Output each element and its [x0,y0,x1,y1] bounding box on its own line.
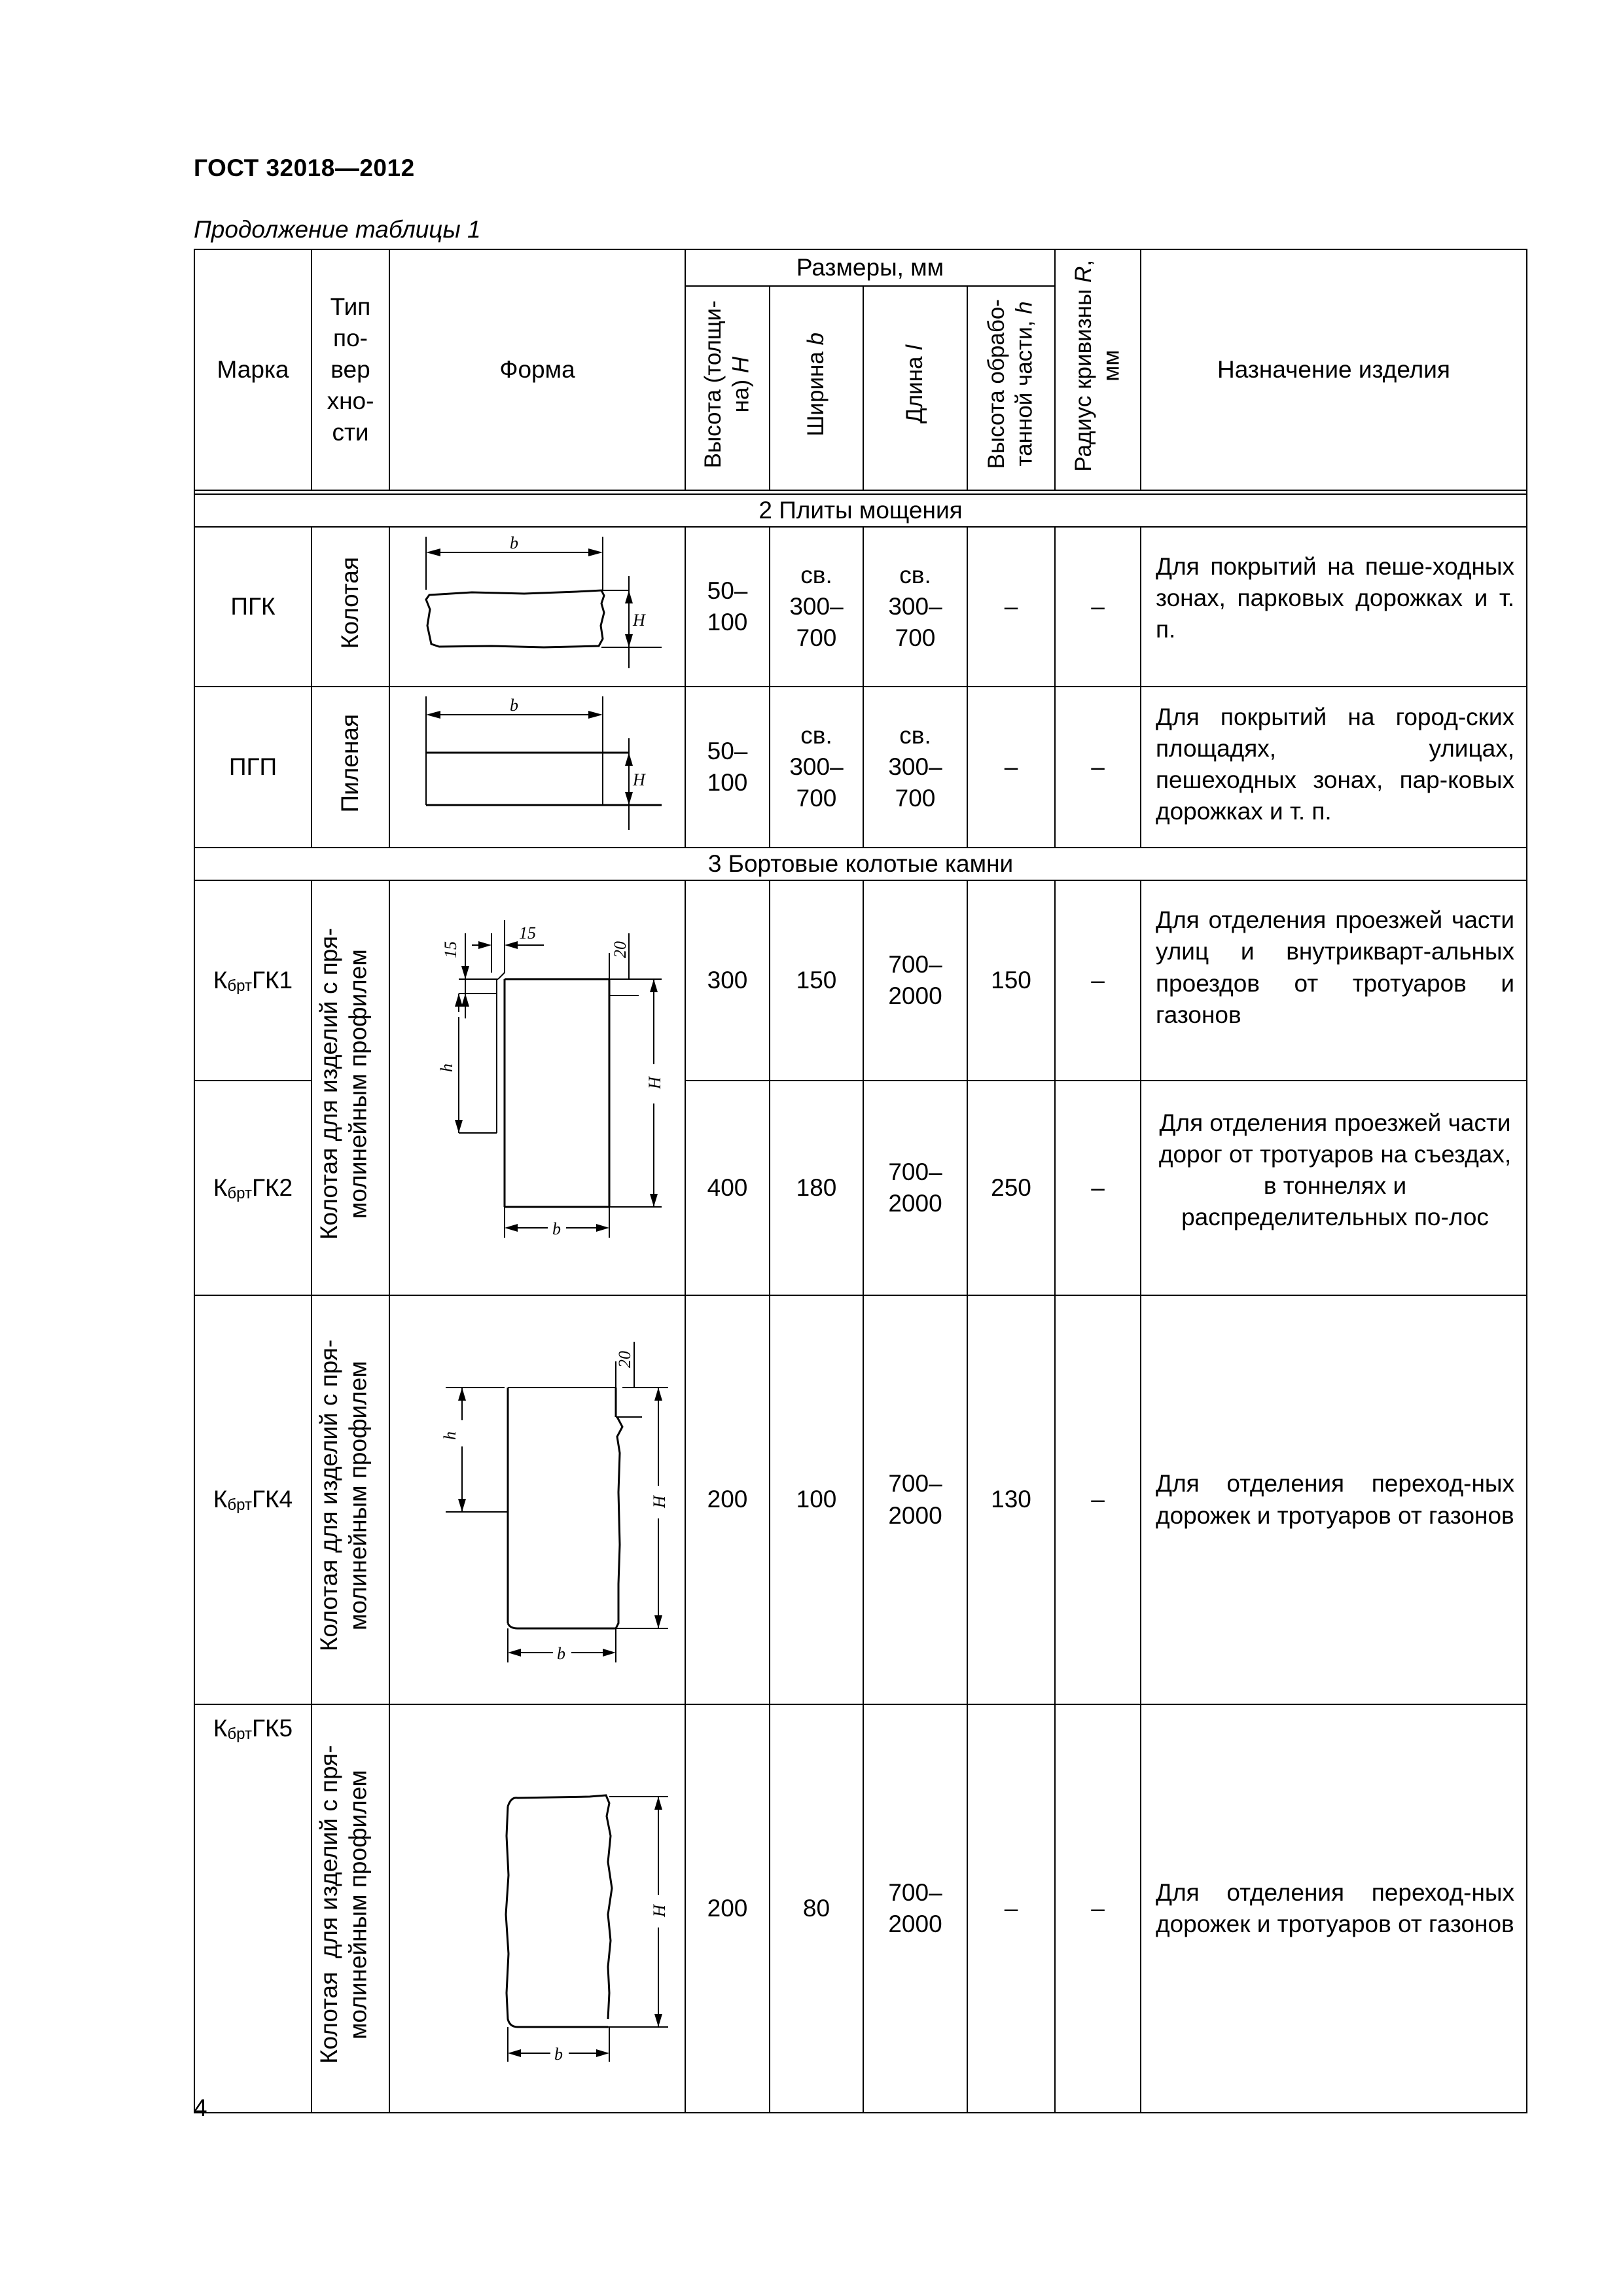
width-cell: 80 [770,1704,863,2113]
width-cell: 150 [770,880,863,1081]
width-cell: 180 [770,1081,863,1295]
svg-text:b: b [510,533,518,553]
form-drawing-cell [389,880,685,1295]
dimensions-table [194,249,1527,2113]
col-header-purpose: Назначение изделия [1141,249,1527,490]
svg-text:20: 20 [611,941,630,959]
purpose-cell: Для отделения проезжей части улиц и внутрикварт-альных проездов от тротуаров и газонов [1141,880,1527,1081]
col-header-form: Форма [389,249,685,490]
processed-height-cell: – [967,687,1055,848]
purpose-cell: Для покрытий на город-ских площадях, улицах, пешеходных зонах, пар-ковых дорожках и т. п. [1141,687,1527,848]
purpose-cell: Для отделения переход-ных дорожек и тротуаров от газонов [1141,1295,1527,1704]
col-header-width: Ширина b [770,286,863,490]
col-header-sizes-group: Размеры, мм [685,249,1055,286]
purpose-cell: Для отделения переход-ных дорожек и тротуаров от газонов [1141,1704,1527,2113]
height-cell: 200 [685,1295,770,1704]
processed-height-cell: – [967,527,1055,687]
svg-text:H: H [650,1904,669,1917]
table-row [194,687,1527,848]
width-cell: св. 300– 700 [770,687,863,848]
width-cell: св. 300– 700 [770,527,863,687]
radius-cell: – [1055,1081,1141,1295]
sawn-slab-drawing [393,687,681,839]
split-slab-drawing [393,528,681,678]
svg-text:b: b [557,1644,565,1664]
svg-text:15: 15 [441,941,460,959]
mark-cell: ПГП [194,687,312,848]
processed-height-cell: 130 [967,1295,1055,1704]
curb-gk5-drawing [393,1705,681,2104]
radius-cell: – [1055,880,1141,1081]
mark-cell: КбртГК4 [194,1295,312,1704]
length-cell: св. 300– 700 [863,687,967,848]
section-title-curbs: 3 Бортовые колотые камни [194,848,1527,880]
radius-cell: – [1055,527,1141,687]
curb-gk4-drawing [393,1296,681,1695]
length-cell: 700– 2000 [863,880,967,1081]
processed-height-cell: 250 [967,1081,1055,1295]
table-row [194,1295,1527,1704]
processed-height-cell: – [967,1704,1055,2113]
mark-cell: КбртГК1 [194,880,312,1081]
col-header-processed-height: Высота обрабо- танной части, h [967,286,1055,490]
purpose-cell: Для отделения проезжей части дорог от тротуаров на съездах, в тоннелях и распределительных по-лос [1141,1081,1527,1295]
svg-text:H: H [633,611,645,630]
col-header-mark: Марка [194,249,312,490]
svg-text:b: b [554,2044,563,2064]
svg-text:h: h [437,1064,456,1073]
surface-cell: Пиленая [312,687,389,848]
document-header: ГОСТ 32018—2012 [194,154,415,181]
svg-text:H: H [645,1077,664,1090]
section-title-paving: 2 Плиты мощения [194,494,1527,527]
height-cell: 200 [685,1704,770,2113]
col-header-surface-type: Тип по- вер хно- сти [312,249,389,490]
col-header-radius: Радиус кривизны R, мм [1055,249,1141,490]
length-cell: 700– 2000 [863,1704,967,2113]
mark-cell: ПГК [194,527,312,687]
surface-cell: Колотая для изделий с пря- молинейным профилем [312,1704,389,2113]
purpose-cell: Для покрытий на пеше-ходных зонах, парковых дорожках и т. п. [1141,527,1527,687]
surface-cell: Колотая для изделий с пря- молинейным профилем [312,880,389,1295]
curb-gk1-gk2-drawing [393,881,681,1287]
form-drawing-cell [389,1704,685,2113]
width-cell: 100 [770,1295,863,1704]
length-cell: св. 300– 700 [863,527,967,687]
table-row [194,527,1527,687]
col-header-length: Длина l [863,286,967,490]
table-caption: Продолжение таблицы 1 [194,216,481,243]
length-cell: 700– 2000 [863,1295,967,1704]
form-drawing-cell [389,1295,685,1704]
height-cell: 400 [685,1081,770,1295]
table-row [194,880,1527,1081]
mark-cell: КбртГК2 [194,1081,312,1295]
processed-height-cell: 150 [967,880,1055,1081]
svg-text:h: h [440,1431,459,1441]
surface-cell: Колотая [312,527,389,687]
svg-text:b: b [552,1219,561,1239]
height-cell: 50– 100 [685,527,770,687]
radius-cell: – [1055,1704,1141,2113]
radius-cell: – [1055,687,1141,848]
table-row [194,1704,1527,2113]
form-drawing-cell [389,687,685,848]
radius-cell: – [1055,1295,1141,1704]
col-header-height: Высота (толщи- на) H [685,286,770,490]
page-number: 4 [194,2094,207,2121]
height-cell: 300 [685,880,770,1081]
form-drawing-cell [389,527,685,687]
mark-cell: КбртГК5 [194,1704,312,2113]
length-cell: 700– 2000 [863,1081,967,1295]
svg-text:15: 15 [519,924,536,943]
svg-text:20: 20 [615,1351,634,1369]
svg-text:H: H [633,770,645,790]
svg-text:b: b [510,696,518,715]
svg-text:H: H [650,1496,669,1509]
surface-cell: Колотая для изделий с пря- молинейным профилем [312,1295,389,1704]
height-cell: 50– 100 [685,687,770,848]
